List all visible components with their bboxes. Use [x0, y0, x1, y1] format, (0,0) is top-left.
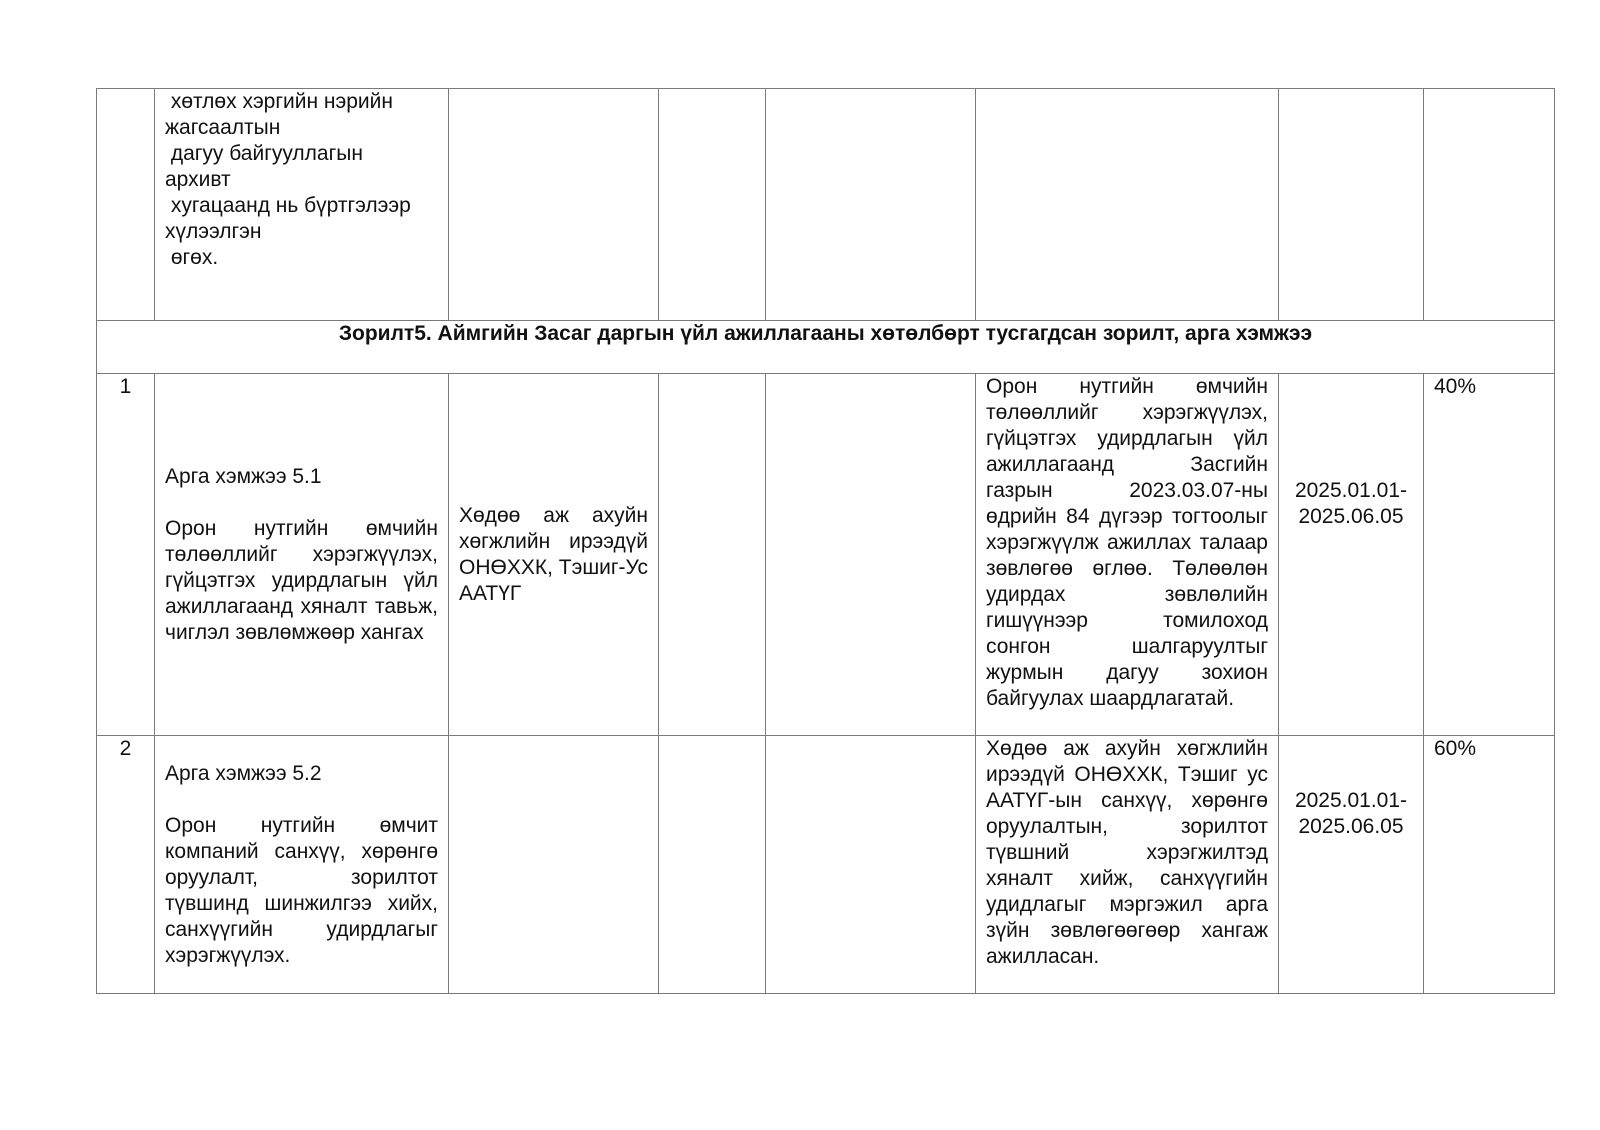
cell-measure — [155, 374, 449, 736]
measure-title: Арга хэмжээ 5.1 — [165, 464, 322, 488]
row-number: 2 — [97, 736, 155, 994]
row-number: 1 — [97, 374, 155, 736]
continuation-row — [97, 89, 1555, 321]
activity-line: архивт — [165, 168, 231, 191]
activity-line: жагсаалтын — [165, 116, 281, 139]
cell-col5 — [766, 736, 976, 994]
section-title: Зорилт5. Аймгийн Засаг даргын үйл ажиллагааны хөтөлбөрт тусгагдсан зорилт, арга хэмжээ — [97, 321, 1555, 374]
activity-line: хүлээлгэн — [165, 220, 262, 243]
cell-col5 — [766, 374, 976, 736]
cell-percent — [1424, 89, 1555, 321]
cell-responsible — [449, 736, 659, 994]
measure-title: Арга хэмжээ 5.2 — [165, 761, 322, 785]
action-plan-table — [96, 88, 1555, 994]
activity-line: өгөх. — [165, 246, 219, 269]
percent-value: 60% — [1424, 736, 1555, 994]
period-text: 2025.01.01-2025.06.05 — [1279, 736, 1424, 994]
cell-col4 — [659, 374, 766, 736]
table-row — [97, 374, 1555, 736]
section-header-row — [97, 321, 1555, 374]
responsible-org: Хөдөө аж ахуйн хөгжлийн ирээдүй ОНӨХХК, Тэшиг-Ус ААТҮГ — [459, 503, 648, 605]
cell-activity — [155, 89, 449, 321]
cell-measure — [155, 736, 449, 994]
measure-text: Орон нутгийн өмчит компаний санхүү, хөрөнгө оруулалт, зорилтот түвшинд шинжилгээ хийх, санхүүгийн удирдлагыг хэрэгжүүлэх. — [165, 813, 438, 967]
progress-text: Хөдөө аж ахуйн хөгжлийн ирээдүй ОНӨХХК, Тэшиг ус ААТҮГ-ын санхүү, хөрөнгө оруулалтын, зорилтот түвшний хэрэгжилтэд хяналт хийж, санхүүгийн удидлагыг мэргэжил арга зүйн зөвлөгөөгөөр хангаж ажилласан. — [976, 736, 1279, 994]
cell-col4 — [659, 736, 766, 994]
table-row — [97, 736, 1555, 994]
period-text: 2025.01.01-2025.06.05 — [1279, 374, 1424, 736]
cell-responsible — [449, 374, 659, 736]
activity-line: дагуу байгууллагын — [165, 142, 363, 165]
cell-period — [1279, 89, 1424, 321]
progress-text: Орон нутгийн өмчийн төлөөллийг хэрэгжүүлэх, гүйцэтгэх удирдлагын үйл ажиллагаанд Засгийн газрын 2023.03.07-ны өдрийн 84 дүгээр тогтоолыг хэрэгжүүлж ажиллах талаар зөвлөгөө өглөө. Төлөөлөн удирдах зөвлөлийн гишүүнээр томилоход сонгон шалгаруултыг журмын дагуу зохион байгуулах шаардлагатай. — [976, 374, 1279, 736]
cell-num — [97, 89, 155, 321]
cell-responsible — [449, 89, 659, 321]
cell-col4 — [659, 89, 766, 321]
cell-col5 — [766, 89, 976, 321]
percent-value: 40% — [1424, 374, 1555, 736]
measure-text: Орон нутгийн өмчийн төлөөллийг хэрэгжүүлэх, гүйцэтгэх удирдлагын үйл ажиллагаанд хяналт тавьж, чиглэл зөвлөмжөөр хангах — [165, 516, 438, 644]
activity-line: хугацаанд нь бүртгэлээр — [165, 194, 411, 217]
cell-progress — [976, 89, 1279, 321]
activity-line: хөтлөх хэргийн нэрийн — [165, 90, 393, 113]
